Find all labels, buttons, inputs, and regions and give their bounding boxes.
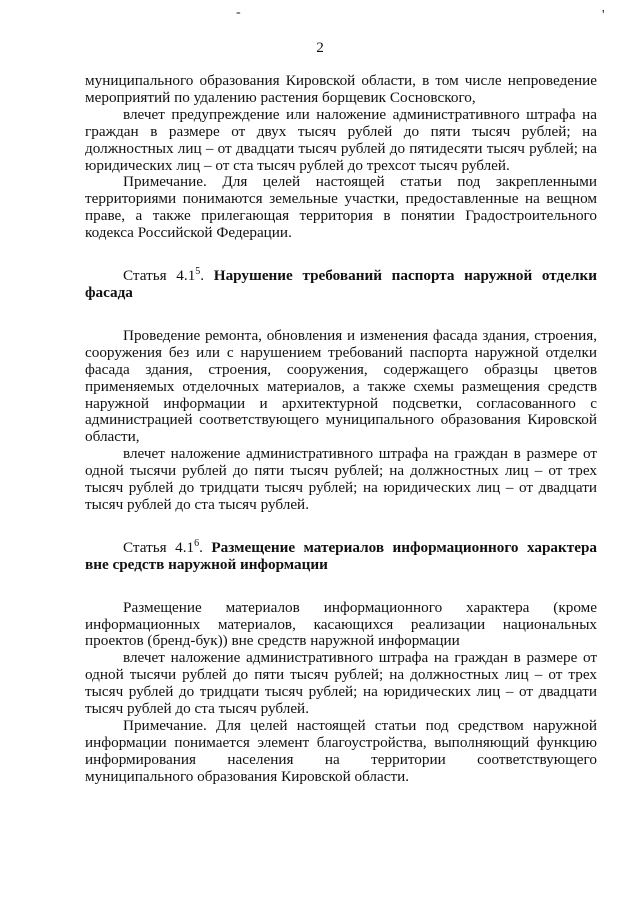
article-label: Статья 4.1 xyxy=(123,538,195,556)
paragraph-note: Примечание. Для целей настоящей статьи под закрепленными территориями понимаются земельные участки, предоставленные на вещном праве, а также прилегающая территория в понятии Градостроительного кодекса Российской Федерации. xyxy=(85,173,597,242)
article-superscript: 5 xyxy=(195,266,201,278)
article-title: Нарушение требований паспорта наружной отделки фасада xyxy=(85,267,598,301)
article-4-1-5-disposition: Проведение ремонта, обновления и изменения фасада здания, строения, сооружения без или с нарушением требований паспорта наружной отделки фасада здания, строения, сооружения, содержащего образцы цветов применяемых отделочных материалов, а также схемы размещения средств наружной информации и архитектурной подсветки, согласованного с администрацией соответствующего муниципального образования Кировской области, xyxy=(85,326,597,446)
article-4-1-5-heading: Статья $4.1^5$. Нарушение требований паспорта наружной отделки фасада xyxy=(85,266,598,301)
scan-mark-tick: ' xyxy=(602,8,605,23)
article-4-1-6-disposition: Размещение материалов информационного характера (кроме информационных материалов, касающихся реализации национальных проектов (бренд-бук)) вне средств наружной информации xyxy=(85,598,597,650)
article-4-1-6-heading: Статья $4.1^6$. Размещение материалов информационного характера вне средств наружной информации xyxy=(85,537,597,573)
paragraph-penalty: влечет предупреждение или наложение административного штрафа на граждан в размере от двух тысяч рублей до пяти тысяч рублей; на должностных лиц – от двадцати тысяч рублей до пятидесяти тысяч рублей; на юридических лиц – от ста тысяч рублей до трехсот тысяч рублей. xyxy=(85,105,597,174)
scan-mark-dash: - xyxy=(236,5,241,20)
article-label: Статья 4.1 xyxy=(123,267,196,285)
article-4-1-6-penalty: влечет наложение административного штрафа на граждан в размере от одной тысячи рублей до пяти тысяч рублей; на должностных лиц – от трех тысяч рублей до тридцати тысяч рублей; на юридических лиц – от двадцати тысяч рублей до ста тысяч рублей. xyxy=(85,649,597,718)
article-title: Размещение материалов информационного характера вне средств наружной информации xyxy=(85,538,597,573)
article-superscript: 6 xyxy=(194,537,200,549)
paragraph-continuation: муниципального образования Кировской области, в том числе непроведение мероприятий по удалению растения борщевик Сосновского, xyxy=(85,72,597,106)
page-number: 2 xyxy=(316,39,324,56)
article-4-1-5-penalty: влечет наложение административного штрафа на граждан в размере от одной тысячи рублей до пяти тысяч рублей; на должностных лиц – от трех тысяч рублей до тридцати тысяч рублей; на юридических лиц – от двадцати тысяч рублей до ста тысяч рублей. xyxy=(85,445,597,513)
article-4-1-6-note: Примечание. Для целей настоящей статьи под средством наружной информации понимается элемент благоустройства, выполняющий функцию информирования населения на территории соответствующего муниципального образования Кировской области. xyxy=(85,717,597,785)
document-body xyxy=(85,73,597,786)
